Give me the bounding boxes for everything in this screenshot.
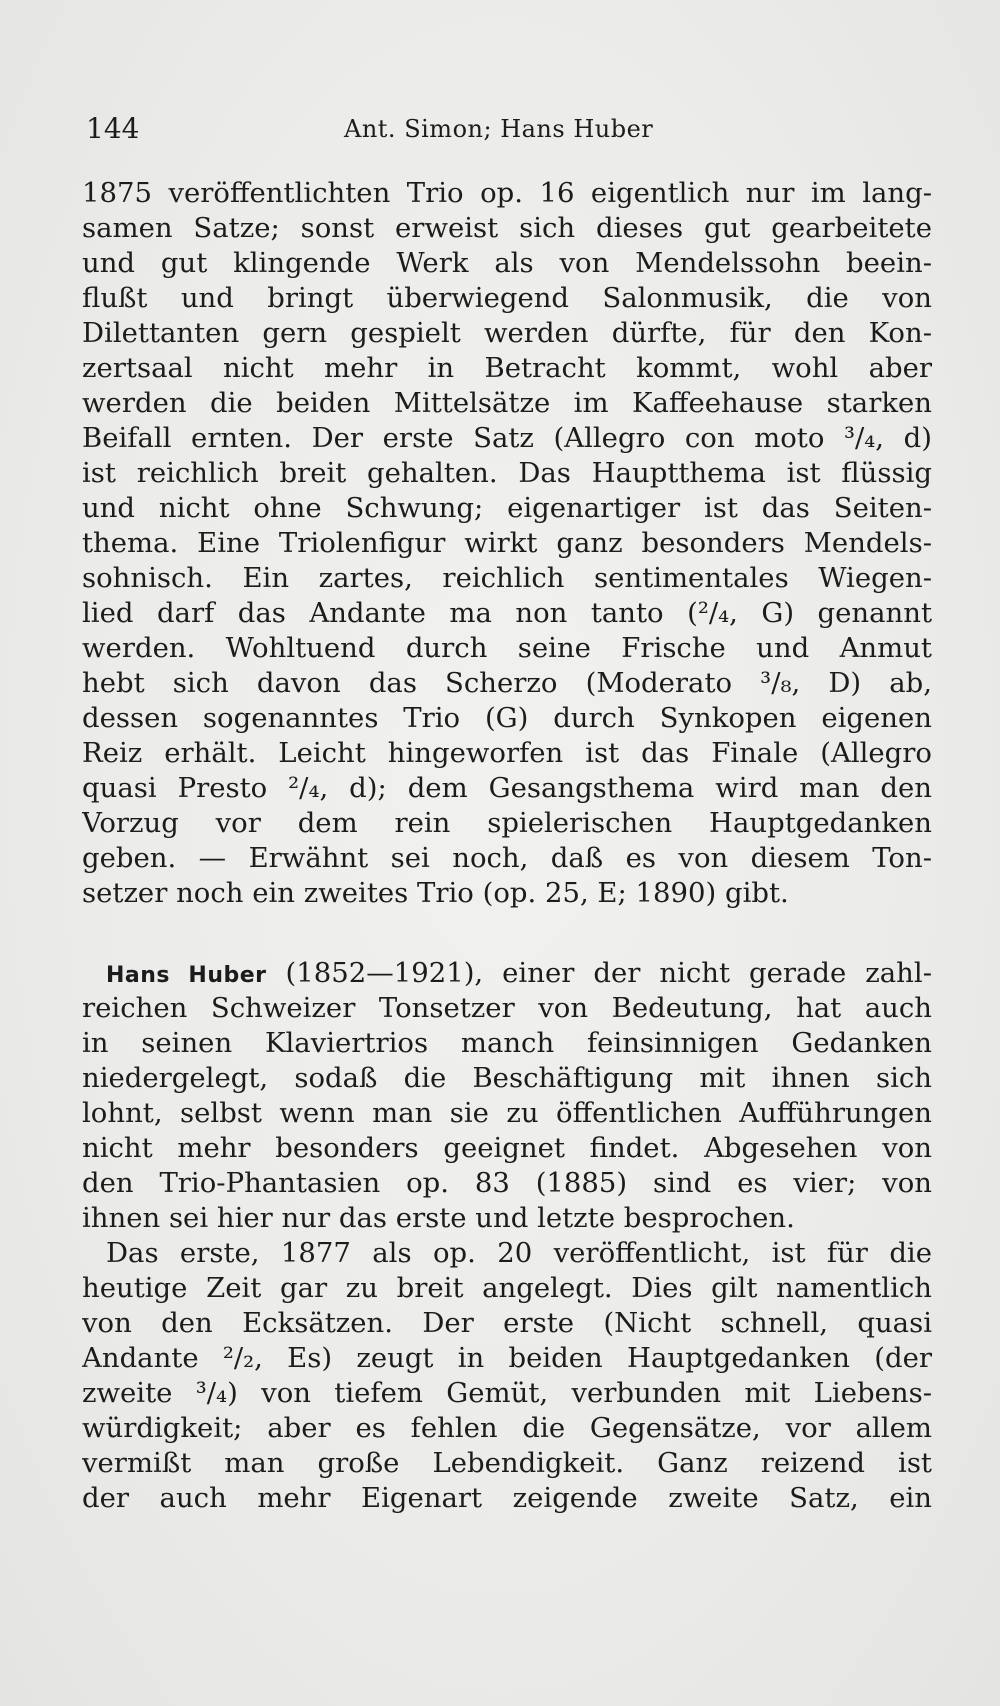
text-line (82, 956, 932, 991)
text-line: Andante ²/₂, Es) zeugt in beiden Hauptgedanken (der (82, 1342, 932, 1374)
paragraph-simon-trio (82, 176, 932, 911)
text-line: niedergelegt, sodaß die Beschäftigung mit ihnen sich (82, 1062, 932, 1094)
text-line: den Trio-Phantasien op. 83 (1885) sind es vier; von (82, 1167, 932, 1199)
text-line: flußt und bringt überwiegend Salonmusik, die von (82, 282, 932, 314)
text-line: geben. — Erwähnt sei noch, daß es von diesem Ton- (82, 842, 932, 874)
text-line: setzer noch ein zweites Trio (op. 25, E; 1890) gibt. (82, 877, 789, 909)
text-line: thema. Eine Triolenfigur wirkt ganz besonders Mendels- (82, 527, 932, 559)
text-line: heutige Zeit gar zu breit angelegt. Dies gilt namentlich (82, 1272, 932, 1304)
running-title: Ant. Simon; Hans Huber (344, 115, 654, 143)
page-number: 144 (86, 112, 140, 145)
text-line: und gut klingende Werk als von Mendelssohn beein- (82, 247, 932, 279)
text-line: von den Ecksätzen. Der erste (Nicht schnell, quasi (82, 1307, 932, 1339)
text-line: lohnt, selbst wenn man sie zu öffentlichen Aufführungen (82, 1097, 932, 1129)
text-line: ihnen sei hier nur das erste und letzte besprochen. (82, 1202, 795, 1234)
text-line: zertsaal nicht mehr in Betracht kommt, wohl aber (82, 352, 932, 384)
running-head (86, 112, 928, 152)
author-name: Hans Huber (106, 963, 267, 988)
text-line: würdigkeit; aber es fehlen die Gegensätze, vor allem (82, 1412, 932, 1444)
paragraph-hans-huber (82, 956, 932, 1516)
text-line: und nicht ohne Schwung; eigenartiger ist das Seiten- (82, 492, 932, 524)
text-line: Dilettanten gern gespielt werden dürfte, für den Kon- (82, 317, 932, 349)
text-line: lied darf das Andante ma non tanto (²/₄, G) genannt (82, 597, 932, 629)
text-line: zweite ³/₄) von tiefem Gemüt, verbunden mit Liebens- (82, 1377, 932, 1409)
text-line: in seinen Klaviertrios manch feinsinnigen Gedanken (82, 1027, 932, 1059)
text-line: reichen Schweizer Tonsetzer von Bedeutung, hat auch (82, 992, 932, 1024)
text-line: dessen sogenanntes Trio (G) durch Synkopen eigenen (82, 702, 932, 734)
text-line: werden. Wohltuend durch seine Frische und Anmut (82, 632, 932, 664)
text-line: Beifall ernten. Der erste Satz (Allegro con moto ³/₄, d) (82, 422, 932, 454)
text-line: der auch mehr Eigenart zeigende zweite Satz, ein (82, 1482, 932, 1514)
text-line: ist reichlich breit gehalten. Das Hauptthema ist flüssig (82, 457, 932, 489)
text-line: samen Satze; sonst erweist sich dieses gut gearbeitete (82, 212, 932, 244)
text-line: Reiz erhält. Leicht hingeworfen ist das Finale (Allegro (82, 737, 932, 769)
text-line: quasi Presto ²/₄, d); dem Gesangsthema wird man den (82, 772, 932, 804)
text-line: sohnisch. Ein zartes, reichlich sentimentales Wiegen- (82, 562, 932, 594)
text-line: Vorzug vor dem rein spielerischen Hauptgedanken (82, 807, 932, 839)
text-fragment: (1852—1921), einer der nicht gerade zahl- (266, 957, 932, 989)
text-line: werden die beiden Mittelsätze im Kaffeehause starken (82, 387, 932, 419)
text-line: Das erste, 1877 als op. 20 veröffentlicht, ist für die (106, 1237, 932, 1269)
text-line: vermißt man große Lebendigkeit. Ganz reizend ist (82, 1447, 932, 1479)
text-line: 1875 veröffentlichten Trio op. 16 eigentlich nur im lang- (82, 177, 932, 209)
text-line: hebt sich davon das Scherzo (Moderato ³/₈, D) ab, (82, 667, 932, 699)
text-line: nicht mehr besonders geeignet findet. Abgesehen von (82, 1132, 932, 1164)
